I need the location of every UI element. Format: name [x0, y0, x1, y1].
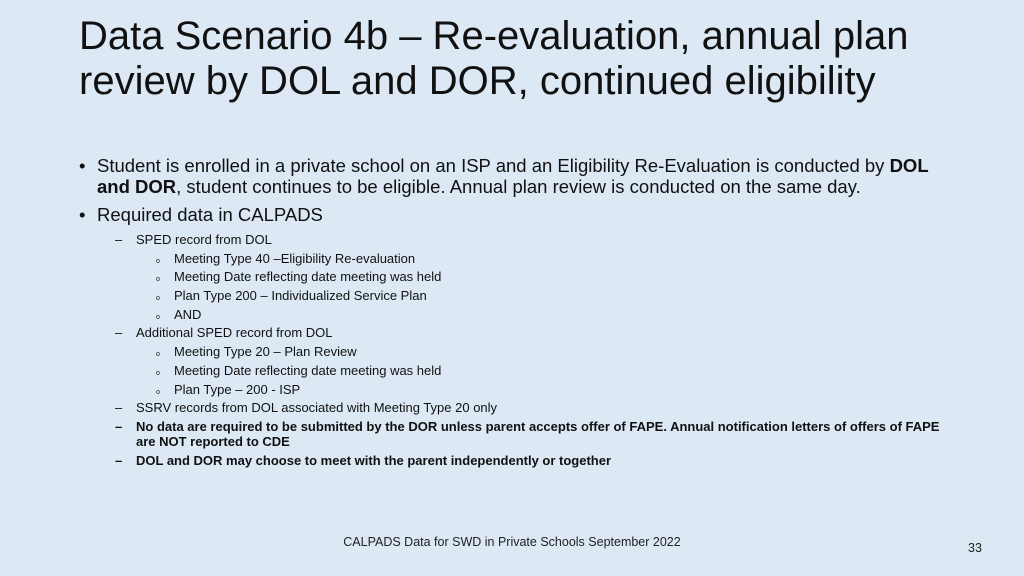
sub-sub-bullet-text: Meeting Date reflecting date meeting was held	[174, 269, 442, 285]
sub-sub-bullet-text: Meeting Date reflecting date meeting was held	[174, 362, 442, 378]
footer-text: CALPADS Data for SWD in Private Schools September 2022	[343, 535, 681, 549]
dash-glyph: –	[115, 418, 123, 434]
circle-glyph: o	[156, 276, 160, 284]
sub-sub-bullet-text: Plan Type 200 – Individualized Service Plan	[174, 288, 427, 304]
slide-title: Data Scenario 4b – Re-evaluation, annual plan review by DOL and DOR, continued eligibility	[79, 14, 909, 103]
slide-body	[79, 155, 959, 471]
bullet-glyph: •	[79, 204, 86, 225]
sub-sub-bullet-text: Plan Type – 200 - ISP	[174, 381, 301, 397]
sub-bullet-no-data-required	[79, 419, 959, 449]
sub-bullet-text: No data are required to be submitted by the DOR unless parent accepts offer of FAPE. Annual notification letters of offers of FAPE are NOT reported to CDE	[136, 418, 940, 449]
sub-sub-bullet	[79, 363, 959, 378]
circle-glyph: o	[156, 351, 160, 359]
bullet-scenario-text-2: , student continues to be eligible. Annual plan review is conducted on the same day.	[176, 176, 861, 197]
sub-bullet-meet-parent	[79, 453, 959, 468]
sub-bullet-text: Additional SPED record from DOL	[136, 325, 333, 341]
sub-bullet-additional-sped-record	[79, 325, 959, 340]
circle-glyph: o	[156, 295, 160, 303]
circle-glyph: o	[156, 313, 160, 321]
sub-sub-bullet	[79, 307, 959, 322]
sub-bullet-text: DOL and DOR may choose to meet with the parent independently or together	[136, 452, 612, 468]
circle-glyph: o	[156, 257, 160, 265]
dash-glyph: –	[115, 232, 123, 247]
sub-bullet-sped-record	[79, 232, 959, 247]
sub-sub-bullet	[79, 251, 959, 266]
bullet-required-data	[79, 204, 959, 225]
sub-sub-bullet	[79, 382, 959, 397]
dash-glyph: –	[115, 400, 123, 416]
sub-sub-bullet-text: Meeting Type 20 – Plan Review	[174, 344, 357, 360]
dash-glyph: –	[115, 452, 123, 468]
dash-glyph: –	[115, 325, 123, 341]
bullet-scenario-text-1: Student is enrolled in a private school on an ISP and an Eligibility Re-Evaluation is conducted by	[97, 155, 890, 176]
bullet-required-data-text: Required data in CALPADS	[97, 204, 323, 225]
sub-bullet-text: SPED record from DOL	[136, 232, 272, 247]
sub-sub-bullet	[79, 344, 959, 359]
sub-sub-bullet-text: Meeting Type 40 –Eligibility Re-evaluation	[174, 250, 416, 266]
page-number: 33	[968, 541, 982, 555]
bullet-scenario	[79, 155, 959, 197]
sub-sub-bullet-text: AND	[174, 306, 202, 322]
sub-bullet-text: SSRV records from DOL associated with Meeting Type 20 only	[136, 400, 498, 416]
bullet-glyph: •	[79, 155, 86, 176]
circle-glyph: o	[156, 388, 160, 396]
circle-glyph: o	[156, 369, 160, 377]
sub-sub-bullet	[79, 269, 959, 284]
bullet-scenario-bold: DOL and DOR	[97, 155, 929, 197]
sub-bullet-ssrv-records	[79, 400, 959, 415]
sub-sub-bullet	[79, 288, 959, 303]
